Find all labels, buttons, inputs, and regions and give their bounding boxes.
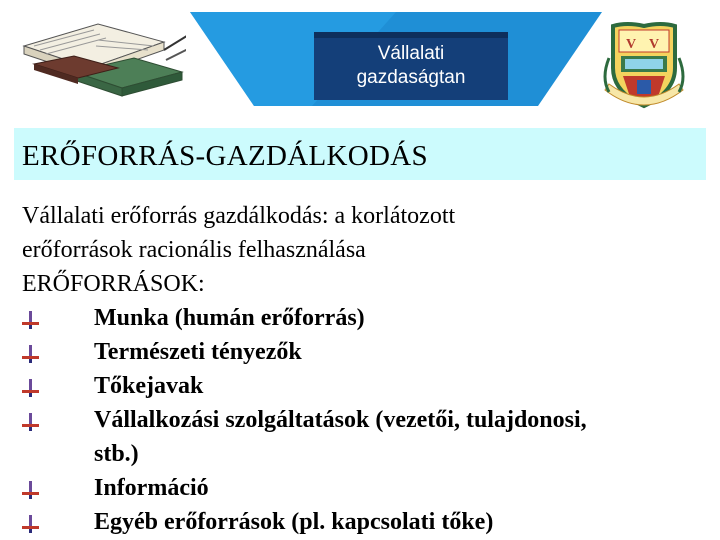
university-crest-logo: [599, 18, 689, 116]
list-item-text: Tőkejavak: [94, 373, 204, 399]
arrow-down-bullet-icon: [22, 481, 40, 499]
list-item: [22, 472, 712, 506]
banner-title: [314, 32, 508, 100]
svg-text:V: V: [626, 37, 637, 52]
list-item-text: Vállalkozási szolgáltatások (vezetői, tulajdonosi,: [94, 407, 587, 433]
intro-line-2: erőforrások racionális felhasználása: [22, 237, 366, 263]
arrow-down-bullet-icon: [22, 379, 40, 397]
intro-line-1: Vállalati erőforrás gazdálkodás: a korlátozott: [22, 203, 456, 229]
arrow-down-bullet-icon: [22, 345, 40, 363]
list-item: [22, 370, 712, 404]
list-item: [22, 404, 712, 438]
list-item-text: Egyéb erőforrások (pl. kapcsolati tőke): [94, 509, 494, 535]
banner-title-line1: Vállalati: [377, 43, 445, 64]
banner-title-line2: gazdaságtan: [356, 67, 466, 88]
list-item-text: Természeti tényezők: [94, 339, 302, 365]
list-heading: ERŐFORRÁSOK:: [22, 271, 205, 297]
books-illustration: [14, 6, 200, 106]
intro-text: [22, 200, 712, 302]
list-item: [22, 302, 712, 336]
list-item: [22, 336, 712, 370]
list-item-text: Információ: [94, 475, 209, 501]
resource-list: [22, 302, 712, 540]
arrow-down-bullet-icon: [22, 413, 40, 431]
list-item-text: Munka (humán erőforrás): [94, 305, 365, 331]
slide-title: ERŐFORRÁS-GAZDÁLKODÁS: [22, 140, 428, 172]
list-item: [22, 506, 712, 540]
arrow-down-bullet-icon: [22, 311, 40, 329]
list-item-text: stb.): [94, 441, 139, 467]
slide-header: [0, 0, 720, 118]
svg-text:V: V: [649, 37, 660, 52]
arrow-down-bullet-icon: [22, 515, 40, 533]
list-item-continuation: [22, 438, 712, 472]
